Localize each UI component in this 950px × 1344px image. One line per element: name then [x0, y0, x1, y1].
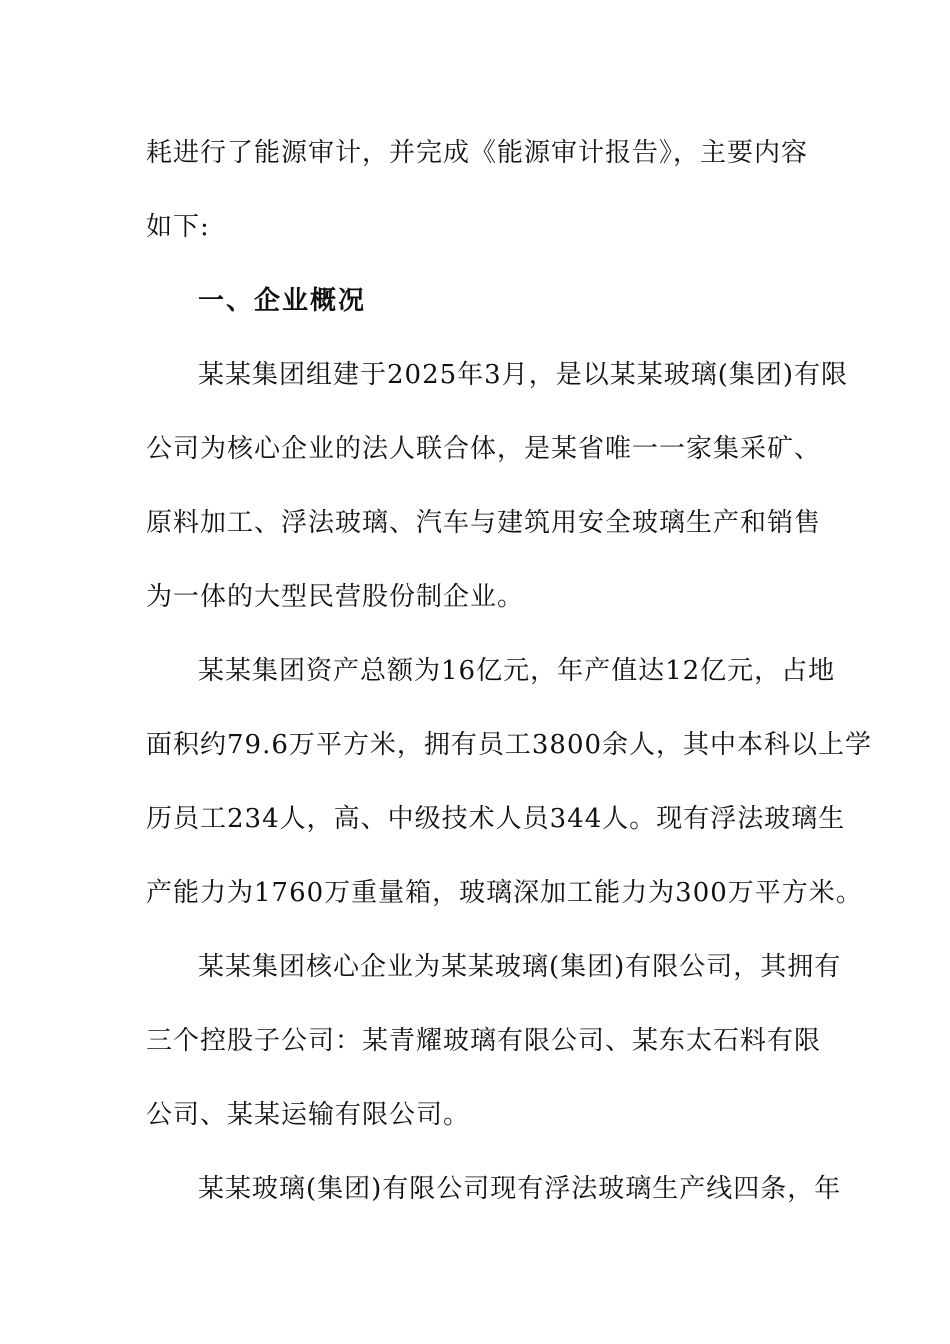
paragraph-line: 三个控股子公司：某青耀玻璃有限公司、某东太石料有限	[146, 1026, 822, 1056]
paragraph-line: 某某集团核心企业为某某玻璃(集团)有限公司，其拥有	[198, 952, 842, 982]
paragraph-line: 面积约79.6万平方米，拥有员工3800余人，其中本科以上学	[146, 730, 873, 760]
paragraph-line: 如下:	[146, 212, 210, 242]
paragraph-line: 公司、某某运输有限公司。	[146, 1100, 471, 1130]
paragraph-line: 为一体的大型民营股份制企业。	[146, 582, 525, 612]
document-body	[146, 116, 873, 1226]
paragraph-line: 公司为核心企业的法人联合体，是某省唯一一家集采矿、	[146, 434, 822, 464]
paragraph-line: 历员工234人，高、中级技术人员344人。现有浮法玻璃生	[146, 804, 846, 834]
paragraph-line: 某某集团组建于2025年3月，是以某某玻璃(集团)有限	[198, 360, 848, 390]
paragraph-line: 原料加工、浮法玻璃、汽车与建筑用安全玻璃生产和销售	[146, 508, 822, 538]
paragraph-line: 产能力为1760万重量箱，玻璃深加工能力为300万平方米。	[146, 878, 863, 908]
paragraph-line: 某某集团资产总额为16亿元，年产值达12亿元，占地	[198, 656, 836, 686]
paragraph-line: 耗进行了能源审计，并完成《能源审计报告》，主要内容	[146, 138, 809, 168]
paragraph-line: 某某玻璃(集团)有限公司现有浮法玻璃生产线四条，年	[198, 1174, 842, 1204]
section-heading: 一、企业概况	[198, 286, 367, 316]
